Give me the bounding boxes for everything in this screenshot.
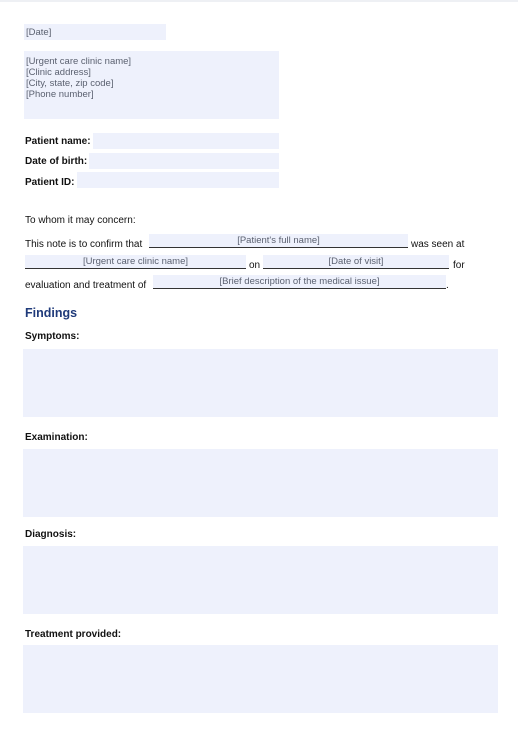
- patient-full-name-field[interactable]: [Patient's full name]: [149, 234, 408, 248]
- clinic-address-line: [Clinic address]: [26, 67, 91, 78]
- diagnosis-field[interactable]: [23, 546, 498, 614]
- diagnosis-label: Diagnosis:: [25, 529, 77, 540]
- confirm-text: This note is to confirm that: [25, 239, 143, 250]
- date-placeholder: [Date]: [26, 27, 52, 38]
- symptoms-label: Symptoms:: [25, 331, 80, 342]
- salutation: To whom it may concern:: [25, 215, 136, 226]
- clinic-name-line: [Urgent care clinic name]: [26, 56, 132, 67]
- patient-id-label: Patient ID:: [25, 177, 75, 188]
- was-seen-at-text: was seen at: [411, 239, 465, 250]
- findings-heading: Findings: [25, 306, 78, 320]
- top-edge-line: [0, 0, 518, 2]
- patient-id-field[interactable]: [77, 172, 279, 188]
- examination-label: Examination:: [25, 432, 88, 443]
- on-text: on: [249, 260, 261, 271]
- for-text: for: [453, 260, 465, 271]
- date-field[interactable]: [24, 24, 166, 40]
- medical-issue-field[interactable]: [Brief description of the medical issue]: [153, 275, 446, 289]
- patient-name-label: Patient name:: [25, 136, 91, 147]
- date-of-birth-field[interactable]: [89, 153, 279, 169]
- clinic-phone-line: [Phone number]: [26, 89, 94, 100]
- clinic-name-inline-field[interactable]: [Urgent care clinic name]: [25, 255, 246, 269]
- treatment-provided-field[interactable]: [23, 645, 498, 713]
- date-of-birth-label: Date of birth:: [25, 156, 88, 167]
- evaluation-text: evaluation and treatment of: [25, 280, 147, 291]
- examination-field[interactable]: [23, 449, 498, 517]
- treatment-provided-label: Treatment provided:: [25, 629, 122, 640]
- period-text: .: [446, 280, 449, 291]
- clinic-info-field[interactable]: [24, 51, 279, 119]
- symptoms-field[interactable]: [23, 349, 498, 417]
- visit-date-field[interactable]: [Date of visit]: [263, 255, 449, 269]
- clinic-city-line: [City, state, zip code]: [26, 78, 114, 89]
- patient-name-field[interactable]: [93, 133, 279, 149]
